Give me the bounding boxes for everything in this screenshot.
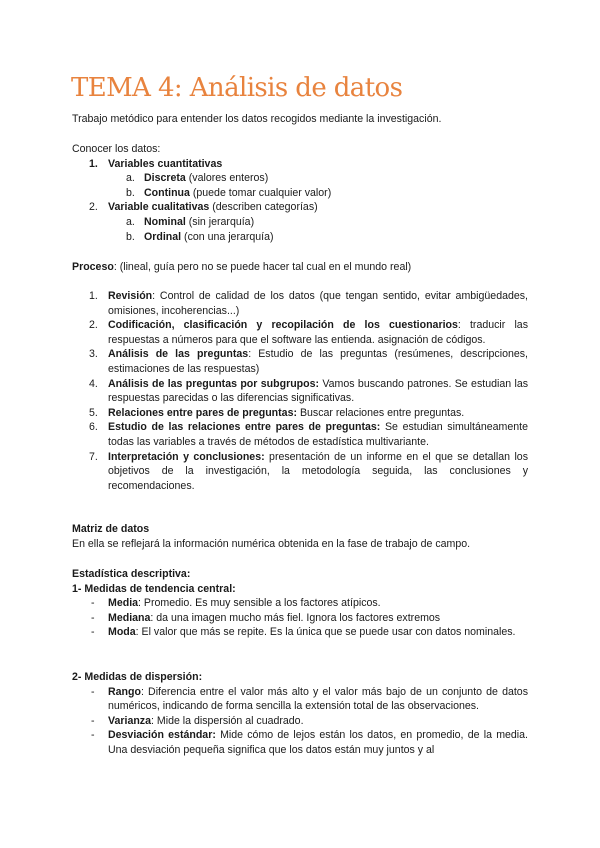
estadistica-section (72, 567, 528, 640)
item-term: Media (108, 597, 139, 610)
list-item (72, 230, 528, 245)
list-number: 6. (89, 421, 98, 434)
list-letter: b. (126, 230, 135, 243)
list-item (72, 596, 528, 611)
section-heading: Estadística descriptiva: (72, 568, 191, 580)
item-term: Varianza (108, 714, 151, 727)
group-title: Variable cualitativas (108, 201, 210, 214)
list-number: 1. (89, 157, 98, 170)
list-item (72, 714, 528, 729)
section-heading: Matriz de datos (72, 523, 150, 535)
step-term: Estudio de las relaciones entre pares de preguntas: (108, 421, 381, 434)
subsection-heading: 1- Medidas de tendencia central: (72, 582, 236, 595)
list-letter: b. (126, 186, 135, 199)
item-desc: : Mide la dispersión al cuadrado. (151, 714, 304, 727)
item-desc: : Promedio. Es muy sensible a los factores atípicos. (138, 597, 381, 610)
item-term: Continua (144, 186, 190, 199)
list-item (72, 171, 528, 186)
bullet-dash: - (91, 597, 95, 610)
conocer-label: Conocer los datos: (72, 143, 161, 155)
step-desc: : Estudio de las preguntas (resúmenes, descripciones, estimaciones de las respuestas) (108, 348, 528, 375)
matriz-section (72, 522, 528, 551)
step-desc: : Control de calidad de los datos (que tengan sentido, evitar ambigüedades, omisiones, incoherencias...) (108, 290, 528, 317)
list-number: 2. (89, 201, 98, 214)
item-term: Rango (108, 685, 141, 698)
item-term: Moda (108, 626, 136, 639)
proceso-desc: : (lineal, guía pero no se puede hacer tal cual en el mundo real) (113, 261, 412, 273)
list-item (72, 728, 528, 757)
step-term: Análisis de las preguntas (108, 348, 249, 361)
group-desc: (describen categorías) (209, 201, 318, 214)
list-item (72, 347, 528, 376)
list-item (72, 420, 528, 449)
intro-text: Trabajo metódico para entender los datos recogidos mediante la investigación. (72, 113, 442, 125)
step-term: Análisis de las preguntas por subgrupos: (108, 377, 320, 390)
item-term: Ordinal (144, 230, 182, 243)
bullet-dash: - (91, 714, 95, 727)
list-letter: a. (126, 172, 135, 185)
proceso-steps (72, 289, 528, 493)
item-desc: (valores enteros) (185, 172, 269, 185)
list-item (72, 200, 528, 215)
list-item (72, 318, 528, 347)
step-term: Relaciones entre pares de preguntas: (108, 406, 297, 419)
proceso-heading (72, 260, 528, 275)
item-desc: (sin jerarquía) (185, 215, 255, 228)
item-term: Desviación estándar: (108, 729, 216, 742)
list-item (72, 186, 528, 201)
list-item (72, 377, 528, 406)
step-desc: presentación de un informe en el que se detallan los objetivos de la investigación, la metodología seguida, las conclusiones y recomendaciones. (108, 450, 528, 492)
item-desc: : da una imagen mucho más fiel. Ignora los factores extremos (150, 611, 441, 624)
step-term: Codificación, clasificación y recopilación de los cuestionarios (108, 319, 458, 332)
proceso-label: Proceso (72, 261, 114, 273)
bullet-dash: - (91, 611, 95, 624)
item-desc: (con una jerarquía) (181, 230, 274, 243)
subsection-heading: 2- Medidas de dispersión: (72, 671, 203, 683)
list-letter: a. (126, 215, 135, 228)
list-number: 3. (89, 348, 98, 361)
bullet-dash: - (91, 626, 95, 639)
item-term: Mediana (108, 611, 151, 624)
item-desc: Mide cómo de lejos están los datos, en promedio, de la media. Una desviación pequeña significa que los datos están muy juntos y al (108, 729, 528, 756)
list-number: 7. (89, 450, 98, 463)
list-item (72, 625, 528, 640)
list-item (72, 611, 528, 626)
list-number: 2. (89, 319, 98, 332)
list-item (72, 685, 528, 714)
step-desc: Vamos buscando patrones. Se estudian las respuestas parecidas o las diferencias significativas. (108, 377, 529, 405)
item-desc: (puede tomar cualquier valor) (189, 186, 332, 199)
item-desc: : Diferencia entre el valor más alto y el valor más bajo de un conjunto de datos numéricos, indicando de forma sencilla la extensión total de las observaciones. (108, 685, 528, 713)
step-term: Interpretación y conclusiones: (108, 450, 265, 463)
group-title: Variables cuantitativas (108, 157, 223, 170)
list-item (72, 289, 528, 318)
bullet-dash: - (91, 729, 95, 742)
page-title: TEMA 4: Análisis de datos (71, 73, 403, 103)
item-term: Nominal (144, 215, 186, 228)
list-item (72, 215, 528, 230)
bullet-dash: - (91, 685, 95, 698)
item-desc: : El valor que más se repite. Es la única que se puede usar con datos nominales. (135, 626, 516, 639)
list-item (72, 157, 528, 172)
list-number: 1. (89, 290, 98, 302)
step-desc: Se estudian simultáneamente todas las variables a través de métodos de estadística multivariante. (108, 421, 528, 448)
dispersion-section (72, 670, 528, 758)
list-item (72, 406, 528, 421)
step-term: Revisión (108, 290, 153, 302)
list-number: 4. (89, 377, 98, 390)
step-desc: Buscar relaciones entre preguntas. (297, 406, 465, 419)
step-desc: : traducir las respuestas a números para que el software las entienda. asignación de códigos. (108, 319, 528, 346)
list-item (72, 450, 528, 494)
item-term: Discreta (144, 172, 186, 185)
list-number: 5. (89, 406, 98, 419)
conocer-section (72, 142, 528, 244)
matriz-desc: En ella se reflejará la información numérica obtenida en la fase de trabajo de campo. (72, 537, 471, 550)
